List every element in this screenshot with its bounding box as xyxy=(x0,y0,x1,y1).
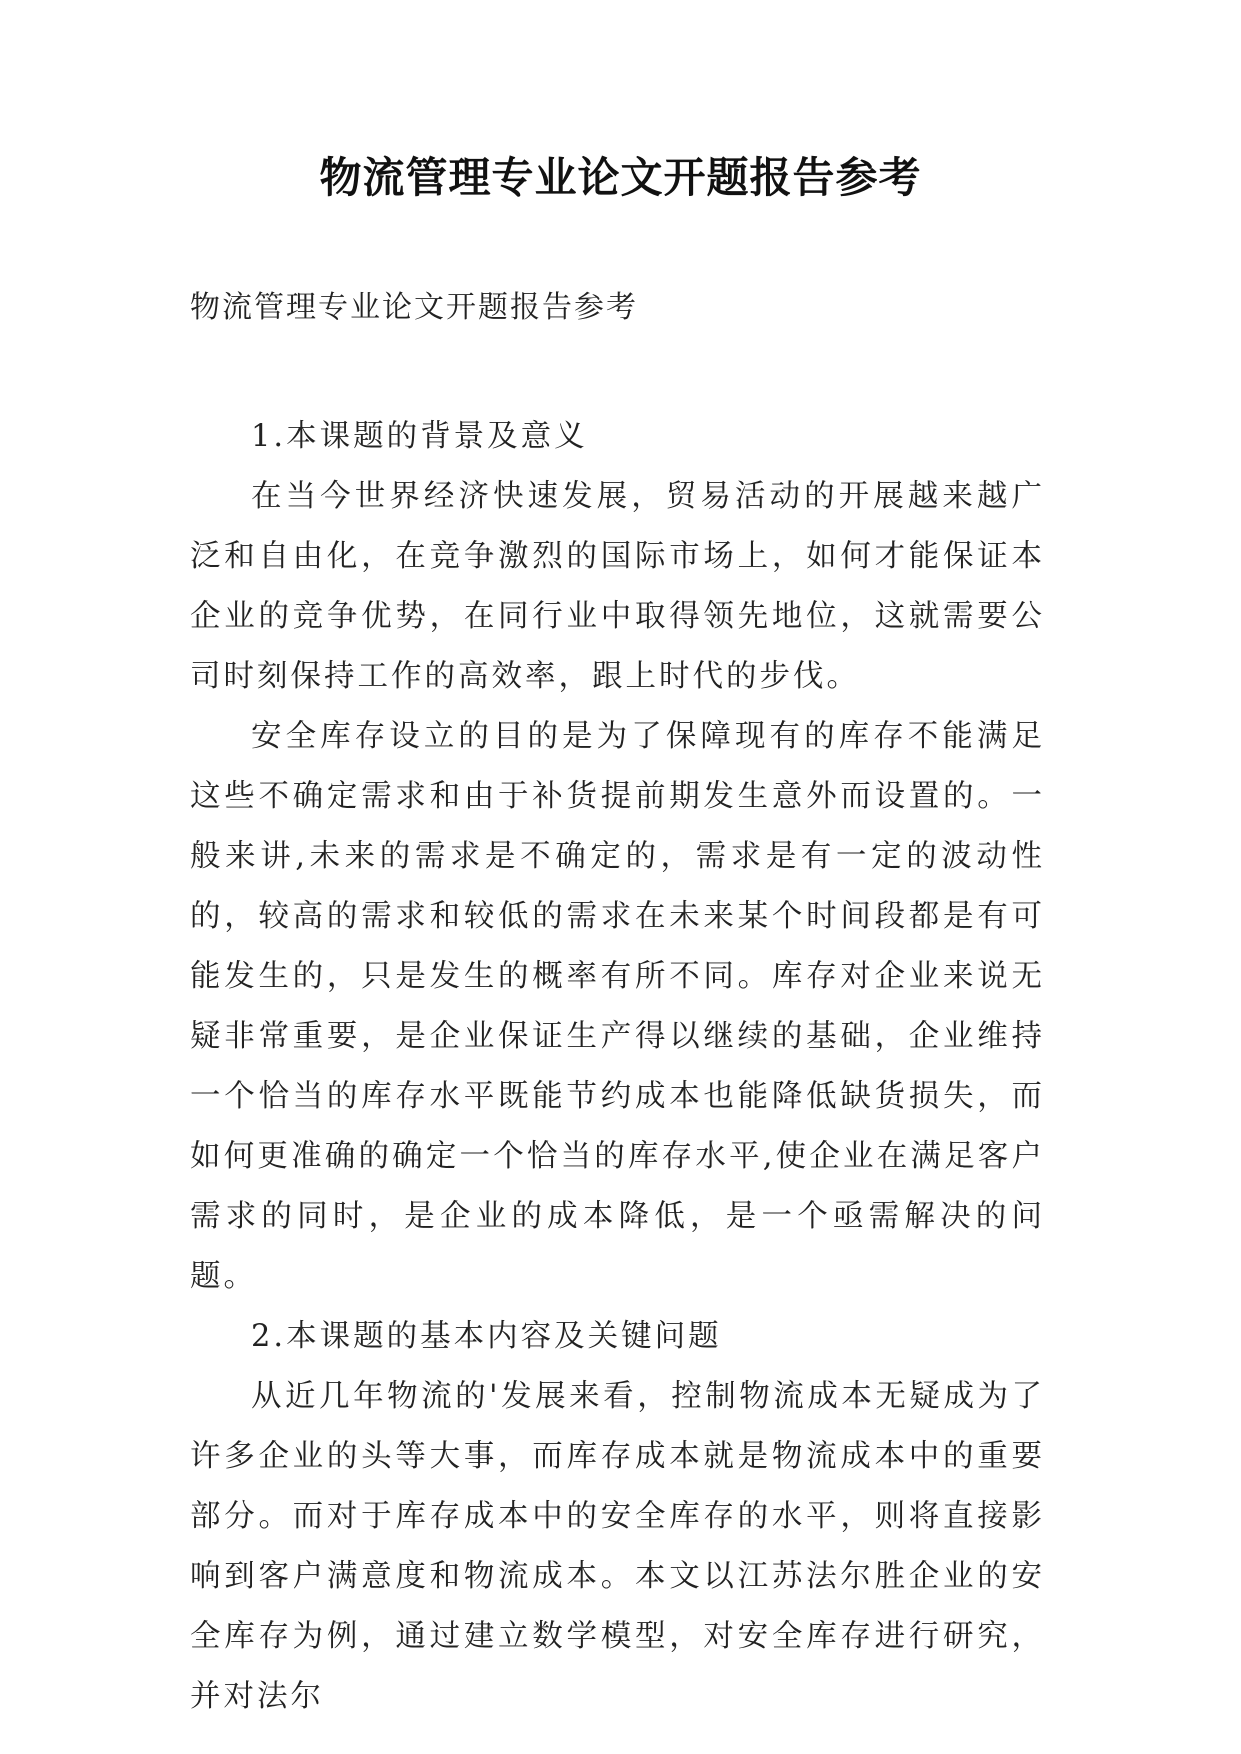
section-heading-content: 2.本课题的基本内容及关键问题 xyxy=(251,1319,722,1354)
section-heading-background: 1.本课题的背景及意义 xyxy=(251,419,588,454)
document-title: 物流管理专业论文开题报告参考 xyxy=(319,153,922,202)
paragraph: 从近几年物流的'发展来看，控制物流成本无疑成为了许多企业的头等大事，而库存成本就是物流成本中的重要部分。而对于库存成本中的安全库存的水平，则将直接影响到客户满意度和物流成本。本文以江苏法尔胜企业的安全库存为例，通过建立数学模型，对安全库存进行研究，并对法尔 xyxy=(190,1379,1045,1714)
paragraph: 在当今世界经济快速发展，贸易活动的开展越来越广泛和自由化，在竞争激烈的国际市场上，如何才能保证本企业的竞争优势，在同行业中取得领先地位，这就需要公司时刻保持工作的高效率，跟上时代的步伐。 xyxy=(190,479,1045,694)
document-body xyxy=(190,407,1045,1727)
paragraph: 安全库存设立的目的是为了保障现有的库存不能满足这些不确定需求和由于补货提前期发生意外而设置的。一般来讲,未来的需求是不确定的，需求是有一定的波动性的，较高的需求和较低的需求在未来某个时间段都是有可能发生的，只是发生的概率有所不同。库存对企业来说无疑非常重要，是企业保证生产得以继续的基础，企业维持一个恰当的库存水平既能节约成本也能降低缺货损失，而如何更准确的确定一个恰当的库存水平,使企业在满足客户需求的同时，是企业的成本降低，是一个亟需解决的问题。 xyxy=(190,719,1045,1294)
document-subtitle: 物流管理专业论文开题报告参考 xyxy=(190,290,638,325)
